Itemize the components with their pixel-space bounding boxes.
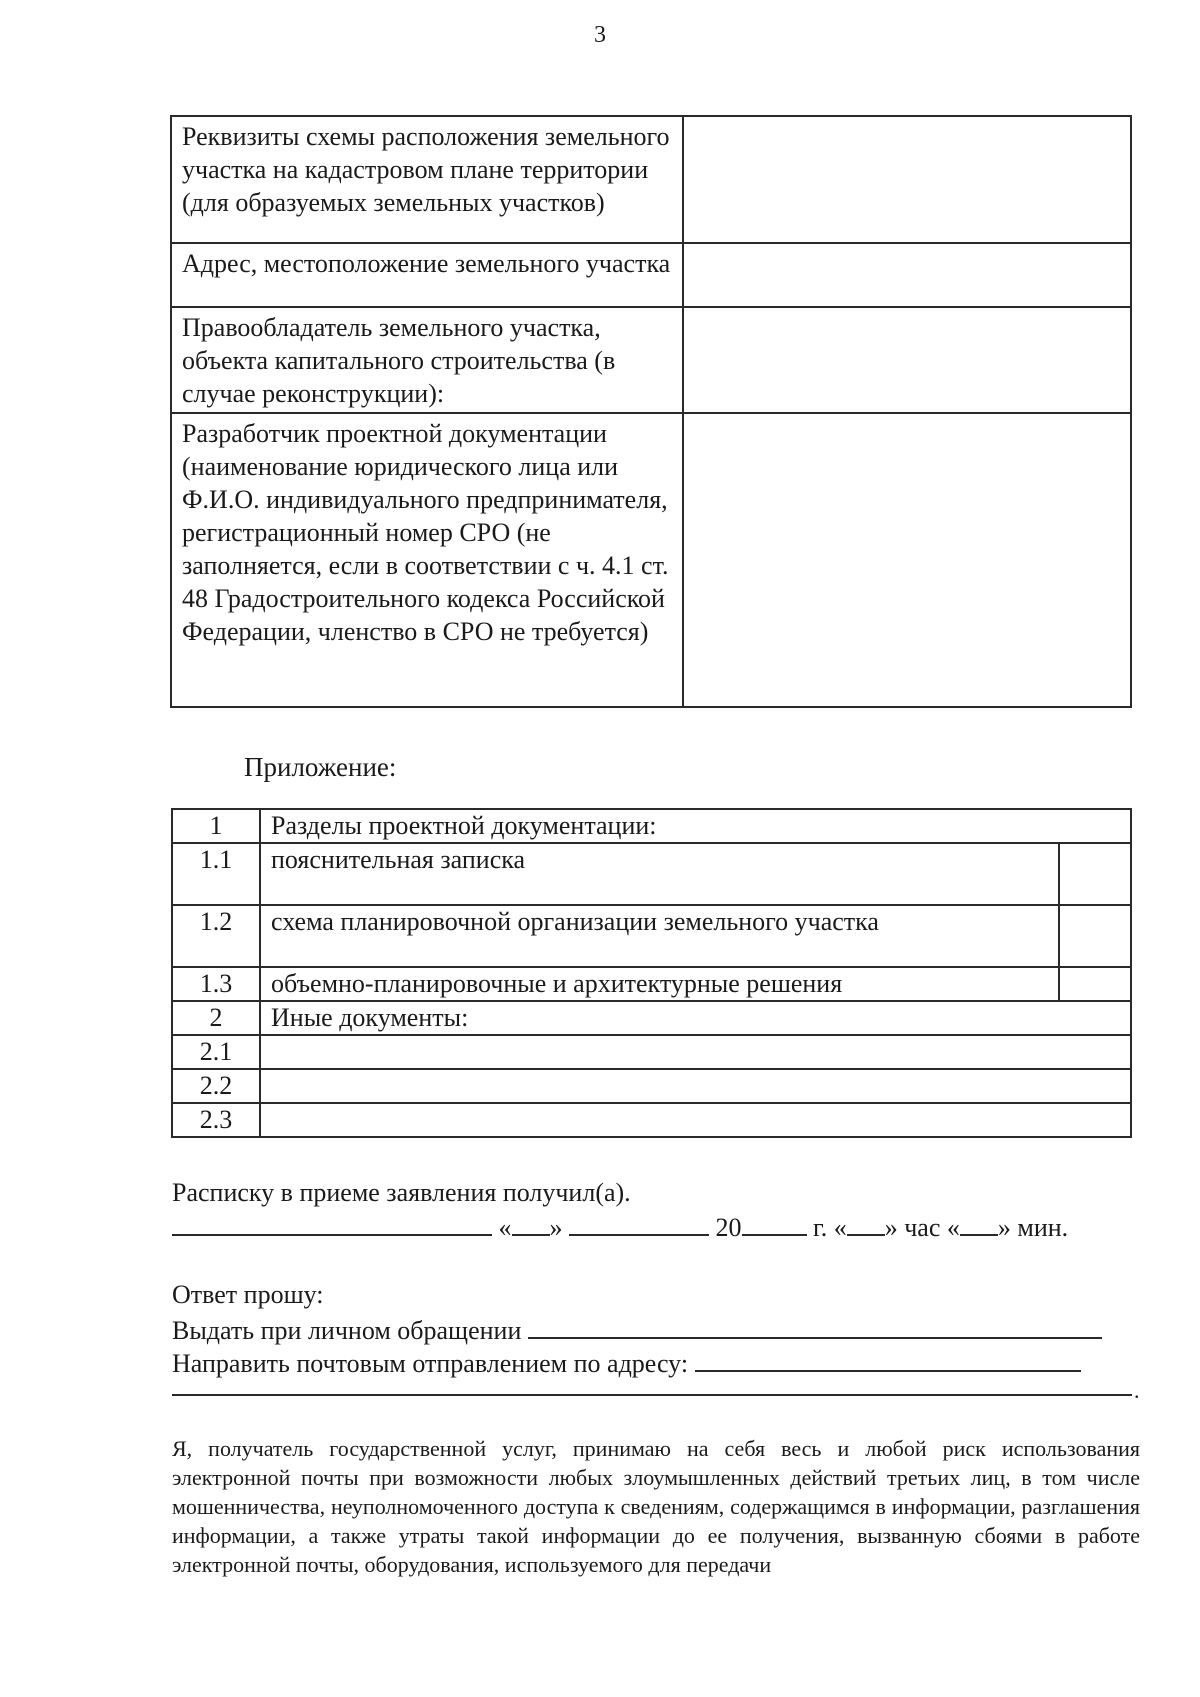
answer-in-person-field[interactable]	[528, 1313, 1102, 1339]
answer-post-line	[172, 1346, 1081, 1379]
appendix-row	[172, 967, 1131, 1001]
receipt-day-field[interactable]	[512, 1210, 550, 1236]
answer-post-address-continuation-field[interactable]	[172, 1392, 1132, 1396]
answer-in-person-line	[172, 1313, 1102, 1346]
appendix-row-field[interactable]	[260, 1035, 1131, 1069]
appendix-row-text: пояснительная записка	[260, 843, 1059, 905]
info-value-field[interactable]	[683, 307, 1131, 413]
appendix-row-number: 1.2	[172, 905, 260, 967]
info-label: Реквизиты схемы расположения земельного участка на кадастровом плане территории (для образуемых земельных участков)	[171, 116, 683, 243]
appendix-row-number: 2.1	[172, 1035, 260, 1069]
appendix-checkbox-cell[interactable]	[1059, 905, 1131, 967]
year-prefix: 20	[715, 1213, 742, 1242]
appendix-row-number: 2.3	[172, 1103, 260, 1137]
appendix-row-number: 1	[172, 809, 260, 843]
info-value-field[interactable]	[683, 413, 1131, 707]
appendix-row	[172, 843, 1131, 905]
appendix-row	[172, 1103, 1131, 1137]
answer-post-address-field[interactable]	[695, 1346, 1081, 1372]
appendix-row-number: 1.1	[172, 843, 260, 905]
appendix-row-field[interactable]	[260, 1069, 1131, 1103]
info-label: Правообладатель земельного участка, объекта капитального строительства (в случае реконструкции):	[171, 307, 683, 413]
answer-title: Ответ прошу:	[172, 1280, 324, 1309]
appendix-row	[172, 905, 1131, 967]
appendix-row-number: 2.2	[172, 1069, 260, 1103]
year-suffix: г.	[813, 1213, 828, 1242]
appendix-row-number: 2	[172, 1001, 260, 1035]
receipt-label: Расписку в приеме заявления получил(а).	[172, 1178, 631, 1207]
receipt-month-field[interactable]	[569, 1210, 709, 1236]
info-label: Адрес, местоположение земельного участка	[171, 243, 683, 307]
appendix-row-text: Разделы проектной документации:	[260, 809, 1131, 843]
appendix-row-field[interactable]	[260, 1103, 1131, 1137]
info-row-developer	[171, 413, 1131, 707]
quote-close: »	[549, 1213, 563, 1242]
minute-label: мин.	[1017, 1213, 1069, 1242]
quote-close: »	[997, 1213, 1011, 1242]
receipt-date-line	[172, 1210, 1068, 1243]
appendix-row-text: объемно-планировочные и архитектурные решения	[260, 967, 1059, 1001]
end-mark: .	[1134, 1378, 1140, 1403]
appendix-row-number: 1.3	[172, 967, 260, 1001]
info-value-field[interactable]	[683, 243, 1131, 307]
appendix-row	[172, 1001, 1131, 1035]
info-row-address	[171, 243, 1131, 307]
appendix-checkbox-cell[interactable]	[1059, 843, 1131, 905]
quote-close: »	[884, 1213, 898, 1242]
appendix-row-text: схема планировочной организации земельного участка	[260, 905, 1059, 967]
hour-label: час	[904, 1213, 941, 1242]
answer-in-person-label: Выдать при личном обращении	[172, 1316, 522, 1345]
appendix-checkbox-cell[interactable]	[1059, 967, 1131, 1001]
appendix-row	[172, 809, 1131, 843]
answer-post-label: Направить почтовым отправлением по адресу:	[172, 1349, 689, 1378]
appendix-row-text: Иные документы:	[260, 1001, 1131, 1035]
receipt-minute-field[interactable]	[960, 1210, 998, 1236]
quote-open: «	[946, 1213, 960, 1242]
quote-open: «	[833, 1213, 847, 1242]
info-value-field[interactable]	[683, 116, 1131, 243]
appendix-title: Приложение:	[244, 752, 397, 782]
receipt-hour-field[interactable]	[847, 1210, 885, 1236]
info-row-scheme	[171, 116, 1131, 243]
appendix-row	[172, 1035, 1131, 1069]
page-number: 3	[594, 22, 606, 48]
receipt-signature-field[interactable]	[172, 1210, 492, 1236]
appendix-row	[172, 1069, 1131, 1103]
info-table	[170, 115, 1132, 708]
disclaimer-text: Я, получатель государственной услуг, принимаю на себя весь и любой риск использования электронной почты при возможности любых злоумышленных действий третьих лиц, в том числе мошенничества, неуполномоченного доступа к сведениям, содержащимся в информации, разглашения информации, а также утраты такой информации до ее получения, вызванную сбоями в работе электронной почты, оборудования, используемого для передачи	[172, 1436, 1140, 1577]
quote-open: «	[498, 1213, 512, 1242]
receipt-year-field[interactable]	[742, 1210, 807, 1236]
info-label: Разработчик проектной документации (наименование юридического лица или Ф.И.О. индивидуального предпринимателя, регистрационный номер СРО (не заполняется, если в соответствии с ч. 4.1 ст. 48 Градостроительного кодекса Российской Федерации, членство в СРО не требуется)	[171, 413, 683, 707]
info-row-owner	[171, 307, 1131, 413]
appendix-table	[171, 808, 1132, 1138]
